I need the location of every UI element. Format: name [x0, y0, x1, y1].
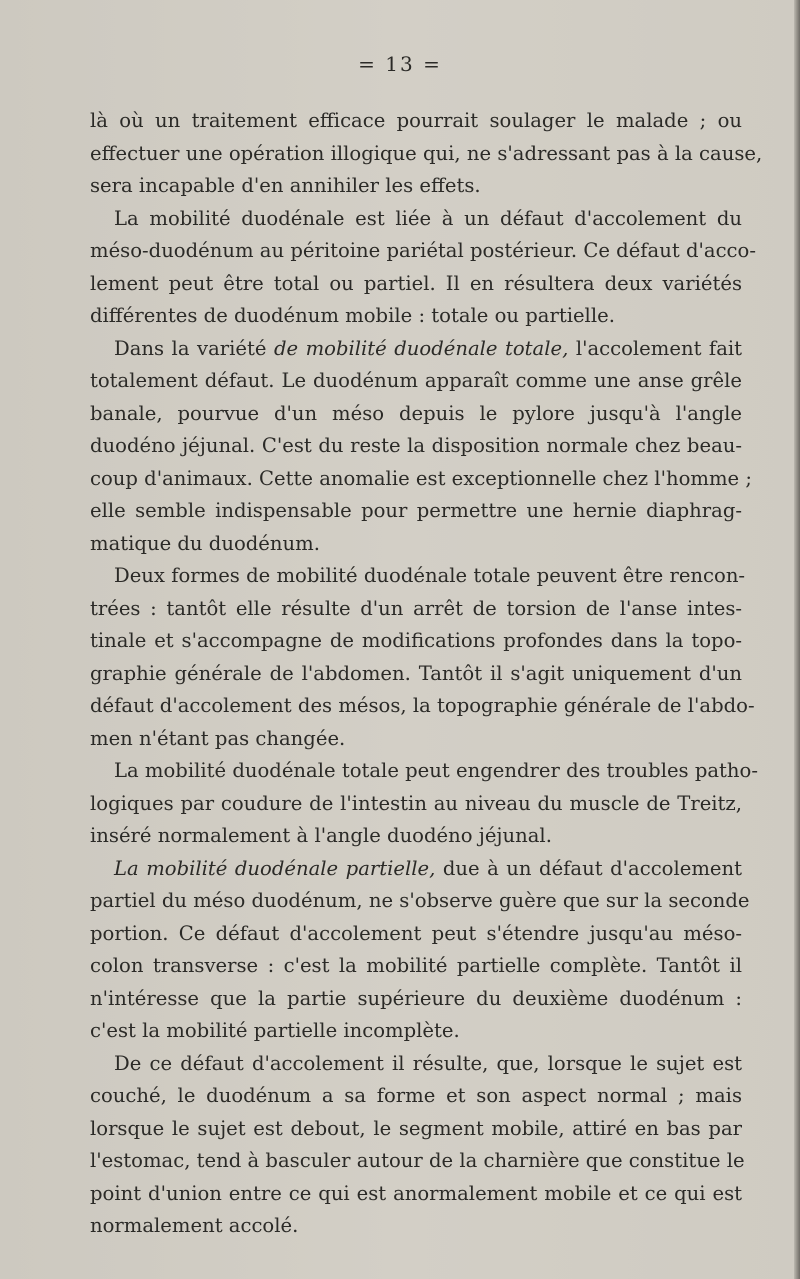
- paragraph: [90, 1048, 745, 1243]
- page-edge: [794, 0, 800, 1279]
- text-line: elle semble indispensable pour permettre une hernie diaphrag-: [90, 499, 742, 522]
- text-line: [90, 333, 742, 366]
- page-number: = 13 =: [358, 52, 442, 76]
- text-line: n'intéresse que la partie supérieure du deuxième duodénum :: [90, 986, 742, 1010]
- paragraph: [90, 105, 763, 203]
- paragraph: [90, 853, 750, 1048]
- text-line: sera incapable d'en annihiler les effets.: [90, 174, 481, 197]
- text-line: effectuer une opération illogique qui, ne s'adressant pas à la cause,: [90, 141, 763, 165]
- text-segment: l'accolement fait: [568, 336, 743, 360]
- text-line: logiques par coudure de l'intestin au niveau du muscle de Treitz,: [90, 791, 742, 815]
- text-line: point d'union entre ce qui est anormalement mobile et ce qui est: [90, 1181, 742, 1205]
- text-line: portion. Ce défaut d'accolement peut s'étendre jusqu'au méso-: [90, 921, 742, 945]
- text-line: men n'étant pas changée.: [90, 726, 346, 750]
- text-line: Deux formes de mobilité duodénale totale peuvent être rencon-: [114, 564, 746, 587]
- text-line: graphie générale de l'abdomen. Tantôt il s'agit uniquement d'un: [90, 661, 742, 685]
- body-text: [90, 105, 763, 1243]
- text-line: lorsque le sujet est debout, le segment mobile, attiré en bas par: [90, 1116, 742, 1140]
- text-line: matique du duodénum.: [90, 531, 320, 555]
- text-line: totalement défaut. Le duodénum apparaît comme une anse grêle: [90, 369, 742, 392]
- text-line: normalement accolé.: [90, 1214, 299, 1237]
- paragraph: [90, 755, 758, 853]
- text-line: duodéno jéjunal. C'est du reste la disposition normale chez beau-: [90, 434, 742, 457]
- italic-term: La mobilité duodénale partielle,: [114, 856, 436, 880]
- text-line: différentes de duodénum mobile : totale ou partielle.: [90, 304, 615, 327]
- text-segment: Dans la variété: [114, 336, 274, 360]
- text-line: inséré normalement à l'angle duodéno jéjunal.: [90, 824, 552, 847]
- italic-term: de mobilité duodénale totale,: [273, 336, 569, 360]
- text-line: colon transverse : c'est la mobilité partielle complète. Tantôt il: [90, 954, 742, 977]
- text-line: coup d'animaux. Cette anomalie est exceptionnelle chez l'homme ;: [90, 466, 752, 490]
- paragraph: [90, 203, 756, 333]
- text-line: tinale et s'accompagne de modifications profondes dans la topo-: [90, 629, 742, 652]
- text-segment: due à un défaut d'accolement: [435, 856, 742, 880]
- text-line: La mobilité duodénale totale peut engendrer des troubles patho-: [114, 759, 758, 782]
- text-line: l'estomac, tend à basculer autour de la charnière que constitue le: [90, 1149, 745, 1172]
- text-line: c'est la mobilité partielle incomplète.: [90, 1019, 460, 1042]
- text-line: trées : tantôt elle résulte d'un arrêt de torsion de l'anse intes-: [90, 596, 742, 620]
- text-line: là où un traitement efficace pourrait soulager le malade ; ou: [90, 109, 742, 132]
- text-line: lement peut être total ou partiel. Il en résultera deux variétés: [90, 271, 742, 295]
- text-line: méso-duodénum au péritoine pariétal postérieur. Ce défaut d'acco-: [90, 239, 756, 262]
- text-line: défaut d'accolement des mésos, la topographie générale de l'abdo-: [90, 694, 755, 717]
- paragraph: [90, 560, 755, 755]
- text-line: partiel du méso duodénum, ne s'observe guère que sur la seconde: [90, 889, 750, 912]
- text-line: banale, pourvue d'un méso depuis le pylore jusqu'à l'angle: [90, 401, 742, 425]
- text-line: La mobilité duodénale est liée à un défaut d'accolement du: [114, 206, 742, 230]
- paragraph: [90, 333, 752, 561]
- text-line: De ce défaut d'accolement il résulte, que, lorsque le sujet est: [114, 1051, 742, 1075]
- text-line: couché, le duodénum a sa forme et son aspect normal ; mais: [90, 1084, 742, 1107]
- text-line: [90, 853, 742, 886]
